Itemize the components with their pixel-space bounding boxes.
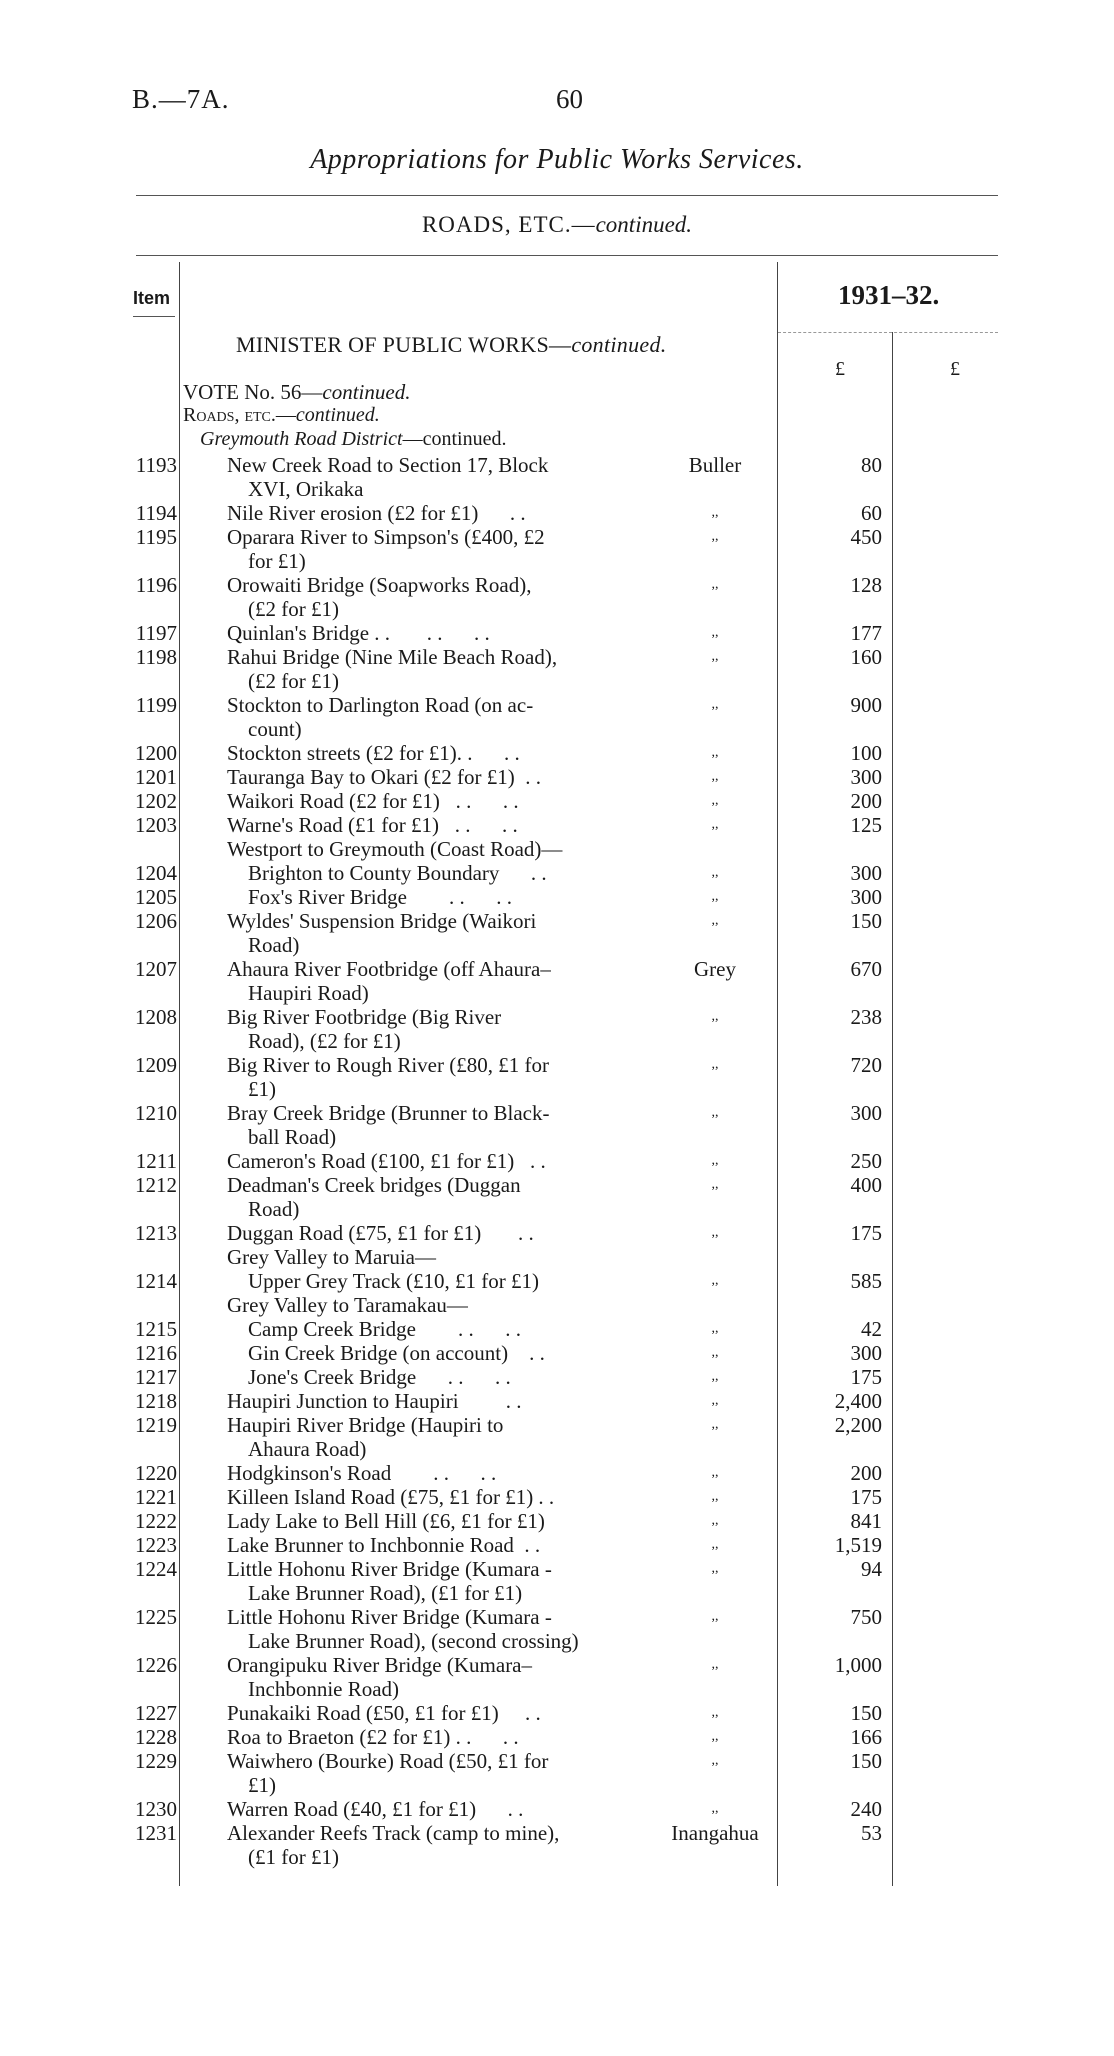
amount-value: 175 [850, 1485, 882, 1509]
section-rule [136, 255, 998, 256]
district-name: ,, [711, 1057, 719, 1072]
amount-value: 300 [850, 1341, 882, 1365]
district-name: ,, [711, 1177, 719, 1192]
minister-heading-continued: continued. [571, 332, 667, 357]
section-heading-main: ROADS, ETC.— [421, 212, 596, 237]
amount-value: 53 [861, 1821, 882, 1845]
amount-value: 300 [850, 885, 882, 909]
district-name: ,, [711, 1393, 719, 1408]
item-number: 1220 [135, 1461, 177, 1485]
item-description: Brighton to County Boundary . . [248, 861, 547, 885]
item-description: Bray Creek Bridge (Brunner to Black- [227, 1101, 550, 1125]
item-description: Alexander Reefs Track (camp to mine), [227, 1821, 560, 1845]
district-name: ,, [711, 1369, 719, 1384]
district-name: ,, [711, 793, 719, 808]
title-rule [136, 195, 998, 196]
table-row [0, 573, 1114, 621]
item-number: 1208 [135, 1005, 177, 1029]
amount-value: 670 [850, 957, 882, 981]
amount-value: 166 [850, 1725, 882, 1749]
item-number: 1227 [135, 1701, 177, 1725]
pound-sign-col2: £ [950, 358, 960, 380]
district-name: ,, [711, 1753, 719, 1768]
item-number: 1224 [135, 1557, 177, 1581]
table-row [0, 1821, 1114, 1869]
item-description: Duggan Road (£75, £1 for £1) . . [227, 1221, 534, 1245]
table-row [0, 1005, 1114, 1053]
item-description: Waikori Road (£2 for £1) . . . . [227, 789, 519, 813]
district-name: ,, [711, 769, 719, 784]
item-description: Jone's Creek Bridge . . . . [248, 1365, 511, 1389]
item-description: Road) [248, 1197, 300, 1221]
amount-value: 450 [850, 525, 882, 549]
item-description: Ahaura Road) [248, 1437, 367, 1461]
item-description: Punakaiki Road (£50, £1 for £1) . . [227, 1701, 541, 1725]
table-row [0, 741, 1114, 765]
item-description: Grey Valley to Maruia— [227, 1245, 436, 1269]
item-description: Orangipuku River Bridge (Kumara– [227, 1653, 533, 1677]
amount-value: 2,400 [834, 1389, 882, 1413]
item-description: Orowaiti Bridge (Soapworks Road), [227, 573, 532, 597]
item-description: Ahaura River Footbridge (off Ahaura– [227, 957, 551, 981]
district-name: ,, [711, 1225, 719, 1240]
amount-value: 300 [850, 1101, 882, 1125]
item-description: Big River to Rough River (£80, £1 for [227, 1053, 549, 1077]
item-description: Wyldes' Suspension Bridge (Waikori [227, 909, 537, 933]
table-row [0, 1413, 1114, 1461]
district-name: ,, [711, 1801, 719, 1816]
item-description: Warne's Road (£1 for £1) . . . . [227, 813, 518, 837]
table-row [0, 1653, 1114, 1701]
amount-value: 300 [850, 765, 882, 789]
item-number: 1223 [135, 1533, 177, 1557]
district-name: ,, [711, 1561, 719, 1576]
item-description: Lake Brunner Road), (£1 for £1) [248, 1581, 523, 1605]
district-name: ,, [711, 1657, 719, 1672]
item-description: Gin Creek Bridge (on account) . . [248, 1341, 545, 1365]
table-row [0, 813, 1114, 837]
item-number: 1196 [135, 573, 177, 597]
item-number: 1210 [135, 1101, 177, 1125]
item-description: Quinlan's Bridge . . . . . . [227, 621, 490, 645]
amount-value: 841 [850, 1509, 882, 1533]
district-name: ,, [711, 865, 719, 880]
item-description: Inchbonnie Road) [248, 1677, 400, 1701]
item-description: (£2 for £1) [248, 669, 339, 693]
district-name: ,, [711, 1153, 719, 1168]
table-row [0, 525, 1114, 573]
item-number: 1229 [135, 1749, 177, 1773]
district-name: ,, [711, 1009, 719, 1024]
item-column-header: Item [133, 288, 171, 308]
item-description: Little Hohonu River Bridge (Kumara - [227, 1605, 552, 1629]
amount-value: 585 [850, 1269, 882, 1293]
table-row [0, 621, 1114, 645]
item-description: Haupiri River Bridge (Haupiri to [227, 1413, 504, 1437]
item-description: Rahui Bridge (Nine Mile Beach Road), [227, 645, 558, 669]
district-name: ,, [711, 817, 719, 832]
district-heading-main: Greymouth Road District [200, 428, 403, 450]
item-description: Haupiri Road) [248, 981, 369, 1005]
item-number: 1205 [135, 885, 177, 909]
item-description: Stockton to Darlington Road (on ac- [227, 693, 534, 717]
district-name: Inangahua [671, 1821, 759, 1845]
district-name: ,, [711, 1609, 719, 1624]
amount-value: 150 [850, 1749, 882, 1773]
table-row [0, 1317, 1114, 1341]
table-row [0, 1749, 1114, 1797]
district-name: Buller [688, 453, 742, 477]
item-number: 1194 [135, 501, 177, 525]
amount-value: 175 [850, 1221, 882, 1245]
item-number: 1211 [135, 1149, 177, 1173]
table-row [0, 1149, 1114, 1173]
item-description: Lady Lake to Bell Hill (£6, £1 for £1) [227, 1509, 545, 1533]
amount-value: 200 [850, 1461, 882, 1485]
table-row [0, 909, 1114, 957]
district-heading [200, 428, 506, 451]
table-row [0, 1389, 1114, 1413]
item-number: 1216 [135, 1341, 177, 1365]
year-header-rule [778, 332, 998, 333]
item-description: Upper Grey Track (£10, £1 for £1) [248, 1269, 540, 1293]
item-number: 1217 [135, 1365, 177, 1389]
item-number: 1204 [135, 861, 177, 885]
item-description: Oparara River to Simpson's (£400, £2 [227, 525, 545, 549]
item-description: XVI, Orikaka [248, 477, 364, 501]
table-row [0, 453, 1114, 501]
table-row [0, 1509, 1114, 1533]
amount-value: 177 [850, 621, 882, 645]
section-heading-continued: continued. [595, 212, 693, 237]
amount-value: 150 [850, 1701, 882, 1725]
amount-value: 128 [850, 573, 882, 597]
table-row [0, 861, 1114, 885]
amount-value: 60 [861, 501, 882, 525]
vote-heading [183, 380, 410, 405]
amount-value: 125 [850, 813, 882, 837]
amount-value: 1,519 [834, 1533, 882, 1557]
table-row [0, 1269, 1114, 1293]
year-column-header: 1931–32. [838, 280, 940, 310]
amount-value: 240 [850, 1797, 882, 1821]
item-description: Deadman's Creek bridges (Duggan [227, 1173, 521, 1197]
item-number: 1218 [135, 1389, 177, 1413]
item-number: 1226 [135, 1653, 177, 1677]
item-description: Nile River erosion (£2 for £1) . . [227, 501, 526, 525]
item-number: 1195 [135, 525, 177, 549]
item-description: Stockton streets (£2 for £1). . . . [227, 741, 520, 765]
table-row [0, 1221, 1114, 1245]
item-description: Road), (£2 for £1) [248, 1029, 401, 1053]
district-name: ,, [711, 1705, 719, 1720]
district-name: ,, [711, 1321, 719, 1336]
item-number: 1199 [135, 693, 177, 717]
amount-value: 720 [850, 1053, 882, 1077]
table-subheading-row [0, 837, 1114, 861]
district-name: ,, [711, 889, 719, 904]
district-name: ,, [711, 649, 719, 664]
district-heading-continued: —continued. [402, 428, 507, 450]
district-name: ,, [711, 1465, 719, 1480]
district-name: ,, [711, 1513, 719, 1528]
amount-value: 94 [861, 1557, 882, 1581]
amount-value: 900 [850, 693, 882, 717]
item-description: Road) [248, 933, 300, 957]
table-row [0, 765, 1114, 789]
item-number: 1202 [135, 789, 177, 813]
item-description: £1) [248, 1773, 276, 1797]
table-row [0, 501, 1114, 525]
amount-value: 80 [861, 453, 882, 477]
page-title: Appropriations for Public Works Services. [310, 144, 804, 175]
item-number: 1222 [135, 1509, 177, 1533]
table-row [0, 1485, 1114, 1509]
item-description: Roa to Braeton (£2 for £1) . . . . [227, 1725, 519, 1749]
minister-heading [236, 332, 667, 358]
item-number: 1197 [135, 621, 177, 645]
amount-value: 250 [850, 1149, 882, 1173]
table-row [0, 885, 1114, 909]
item-number: 1203 [135, 813, 177, 837]
item-description: Lake Brunner Road), (second crossing) [248, 1629, 579, 1653]
item-number: 1231 [135, 1821, 177, 1845]
district-name: ,, [711, 529, 719, 544]
item-description: Lake Brunner to Inchbonnie Road . . [227, 1533, 541, 1557]
roads-heading [183, 404, 380, 427]
item-number: 1201 [135, 765, 177, 789]
amount-value: 175 [850, 1365, 882, 1389]
district-name: ,, [711, 1273, 719, 1288]
district-name: ,, [711, 913, 719, 928]
item-number: 1207 [135, 957, 177, 981]
amount-value: 750 [850, 1605, 882, 1629]
item-number: 1230 [135, 1797, 177, 1821]
item-number: 1213 [135, 1221, 177, 1245]
item-description: Little Hohonu River Bridge (Kumara - [227, 1557, 552, 1581]
district-name: ,, [711, 625, 719, 640]
section-heading [0, 212, 1114, 238]
table-row [0, 789, 1114, 813]
table-row [0, 1341, 1114, 1365]
district-name: ,, [711, 697, 719, 712]
document-code: B.—7A. [132, 84, 230, 114]
amount-value: 160 [850, 645, 882, 669]
roads-heading-main: Roads, etc.— [183, 404, 296, 426]
table-row [0, 1725, 1114, 1749]
item-description: ball Road) [248, 1125, 337, 1149]
amount-value: 2,200 [834, 1413, 882, 1437]
item-number: 1209 [135, 1053, 177, 1077]
table-row [0, 645, 1114, 693]
district-name: ,, [711, 1345, 719, 1360]
amount-value: 100 [850, 741, 882, 765]
district-name: ,, [711, 1105, 719, 1120]
pound-sign-col1: £ [835, 358, 845, 380]
item-number: 1200 [135, 741, 177, 765]
district-name: ,, [711, 505, 719, 520]
table-row [0, 1701, 1114, 1725]
district-name: ,, [711, 1537, 719, 1552]
district-name: ,, [711, 745, 719, 760]
item-description: for £1) [248, 549, 306, 573]
item-description: Tauranga Bay to Okari (£2 for £1) . . [227, 765, 542, 789]
item-number: 1212 [135, 1173, 177, 1197]
table-row [0, 1101, 1114, 1149]
item-description: Haupiri Junction to Haupiri . . [227, 1389, 522, 1413]
table-subheading-row [0, 1245, 1114, 1269]
item-description: Hodgkinson's Road . . . . [227, 1461, 497, 1485]
amount-value: 150 [850, 909, 882, 933]
roads-heading-continued: continued. [295, 404, 380, 426]
item-description: (£2 for £1) [248, 597, 339, 621]
item-header-underline [133, 316, 175, 317]
item-number: 1198 [135, 645, 177, 669]
district-name: ,, [711, 1489, 719, 1504]
item-number: 1206 [135, 909, 177, 933]
item-description: Fox's River Bridge . . . . [248, 885, 512, 909]
amount-value: 300 [850, 861, 882, 885]
district-name: ,, [711, 1417, 719, 1432]
item-description: £1) [248, 1077, 276, 1101]
item-description: Big River Footbridge (Big River [227, 1005, 502, 1029]
table-row [0, 1173, 1114, 1221]
district-name: ,, [711, 1729, 719, 1744]
item-number: 1193 [135, 453, 177, 477]
amount-value: 1,000 [834, 1653, 882, 1677]
item-description: Killeen Island Road (£75, £1 for £1) . . [227, 1485, 555, 1509]
item-description: Waiwhero (Bourke) Road (£50, £1 for [227, 1749, 549, 1773]
item-description: Camp Creek Bridge . . . . [248, 1317, 521, 1341]
item-number: 1225 [135, 1605, 177, 1629]
item-description: Westport to Greymouth (Coast Road)— [227, 837, 563, 861]
table-row [0, 1797, 1114, 1821]
table-row [0, 1605, 1114, 1653]
item-number: 1228 [135, 1725, 177, 1749]
vote-heading-continued: continued. [322, 380, 411, 404]
district-name: ,, [711, 577, 719, 592]
page-number: 60 [556, 84, 583, 114]
item-number: 1215 [135, 1317, 177, 1341]
item-description: Grey Valley to Taramakau— [227, 1293, 468, 1317]
table-row [0, 1053, 1114, 1101]
table-subheading-row [0, 1293, 1114, 1317]
table-row [0, 957, 1114, 1005]
item-description: New Creek Road to Section 17, Block [227, 453, 549, 477]
amount-value: 200 [850, 789, 882, 813]
item-description: (£1 for £1) [248, 1845, 339, 1869]
table-row [0, 693, 1114, 741]
item-description: Cameron's Road (£100, £1 for £1) . . [227, 1149, 546, 1173]
table-row [0, 1557, 1114, 1605]
minister-heading-main: MINISTER OF PUBLIC WORKS— [236, 332, 572, 357]
table-row [0, 1533, 1114, 1557]
table-row [0, 1461, 1114, 1485]
item-number: 1219 [135, 1413, 177, 1437]
amount-value: 42 [861, 1317, 882, 1341]
amount-value: 238 [850, 1005, 882, 1029]
vote-heading-main: VOTE No. 56— [183, 380, 323, 404]
table-row [0, 1365, 1114, 1389]
item-number: 1214 [135, 1269, 177, 1293]
item-description: count) [248, 717, 302, 741]
item-description: Warren Road (£40, £1 for £1) . . [227, 1797, 524, 1821]
item-number: 1221 [135, 1485, 177, 1509]
amount-value: 400 [850, 1173, 882, 1197]
district-name: Grey [694, 957, 736, 981]
